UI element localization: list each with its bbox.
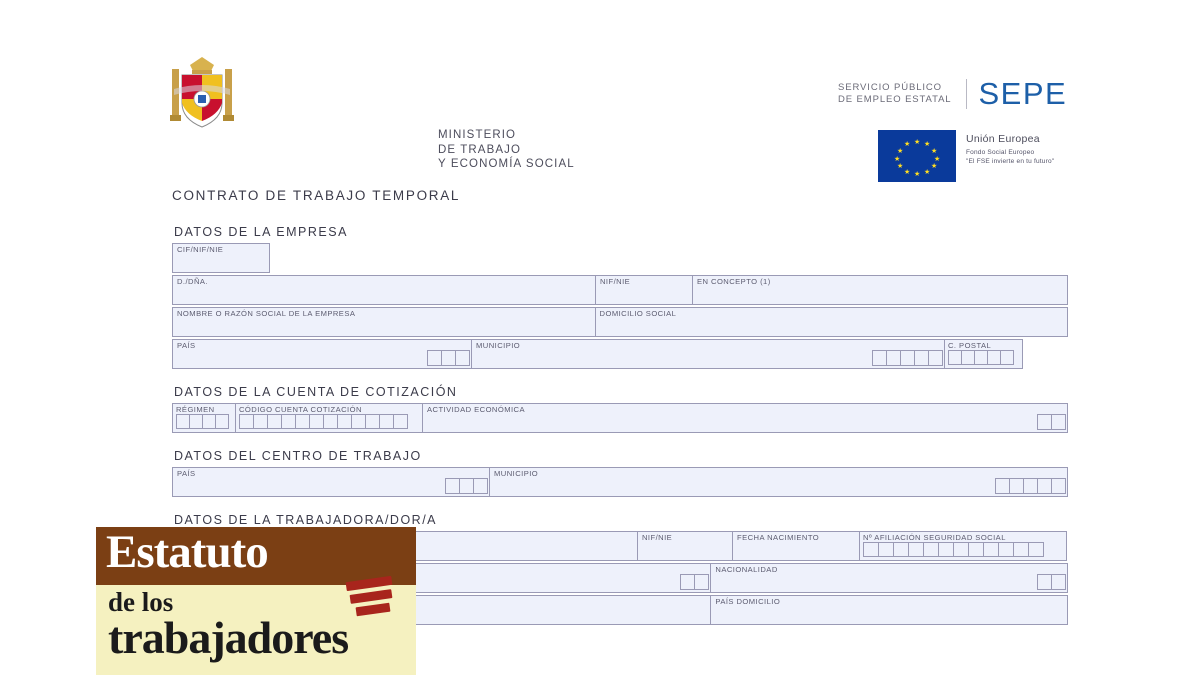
field-label: MUNICIPIO [476, 341, 521, 350]
char-cell[interactable] [1051, 414, 1066, 430]
field-municipio-centro[interactable] [489, 467, 1068, 497]
char-cell[interactable] [455, 350, 470, 366]
row-nombre-domicilio [172, 307, 1068, 337]
field-domicilio-social[interactable] [595, 307, 1068, 337]
cp-boxes[interactable] [948, 350, 1019, 365]
field-label: PAÍS [177, 469, 196, 478]
char-cell[interactable] [379, 414, 394, 429]
field-label: ACTIVIDAD ECONÓMICA [427, 405, 525, 414]
eu-line-3: "El FSE invierte en tu futuro" [966, 158, 1055, 165]
european-union-text [966, 130, 1054, 165]
pais-centro-code-boxes[interactable] [445, 478, 487, 494]
ministry-line-1: MINISTERIO [438, 129, 517, 141]
field-label: EN CONCEPTO (1) [697, 277, 771, 286]
section-title-trabajador: DATOS DE LA TRABAJADORA/DOR/A [174, 513, 438, 527]
field-codigo-cuenta-cotizacion[interactable] [235, 403, 423, 433]
spain-coat-of-arms-icon [170, 55, 234, 135]
field-label: NOMBRE O RAZÓN SOCIAL DE LA EMPRESA [177, 309, 356, 318]
field-label: C. POSTAL [948, 341, 992, 350]
char-cell[interactable] [309, 414, 324, 429]
afiliacion-boxes[interactable] [863, 542, 1063, 557]
field-label: NIF/NIE [600, 277, 631, 286]
char-cell[interactable] [441, 350, 456, 366]
char-cell[interactable] [445, 478, 460, 494]
row-dona [172, 275, 1068, 305]
char-cell[interactable] [694, 574, 709, 590]
field-label: CIF/NIF/NIE [177, 245, 224, 254]
char-cell[interactable] [1028, 542, 1044, 557]
book-title-line-1: Estatuto [106, 527, 268, 578]
ministry-line-3: Y ECONOMÍA SOCIAL [438, 158, 575, 170]
estatuto-trabajadores-book-overlay [96, 527, 416, 675]
char-cell[interactable] [863, 542, 879, 557]
field-nif-nie-trabajador[interactable] [637, 531, 733, 561]
char-cell[interactable] [948, 350, 962, 365]
book-title-line-3: trabajadores [108, 612, 349, 663]
field-label: NACIONALIDAD [715, 565, 778, 574]
char-cell[interactable] [1013, 542, 1029, 557]
document-header [170, 50, 1070, 178]
field-label: CÓDIGO CUENTA COTIZACIÓN [239, 405, 362, 414]
char-cell[interactable] [908, 542, 924, 557]
char-cell[interactable] [886, 350, 901, 366]
row-cif [172, 243, 1068, 273]
char-cell[interactable] [995, 478, 1010, 494]
european-union-flag-icon: ★ ★ ★ ★ ★ ★ ★ ★ ★ ★ ★ ★ [878, 130, 956, 182]
nacionalidad-code-boxes[interactable] [1037, 574, 1065, 590]
field-cif-nif-nie[interactable] [172, 243, 270, 273]
flames-icon [346, 579, 406, 621]
char-cell[interactable] [961, 350, 975, 365]
book-cover-top [96, 527, 416, 585]
char-cell[interactable] [872, 350, 887, 366]
sepe-logo-block [838, 76, 1067, 112]
field-nif-nie[interactable] [595, 275, 693, 305]
book-title-line-2: de los [108, 587, 174, 617]
char-cell[interactable] [427, 350, 442, 366]
char-cell[interactable] [215, 414, 229, 429]
field-nombre-razon-social[interactable] [172, 307, 596, 337]
char-cell[interactable] [1009, 478, 1024, 494]
char-cell[interactable] [267, 414, 282, 429]
row-cotizacion [172, 403, 1068, 433]
actividad-code-boxes[interactable] [1037, 414, 1065, 430]
section-title-empresa: DATOS DE LA EMPRESA [174, 225, 348, 239]
field-label: Nº AFILIACIÓN SEGURIDAD SOCIAL [863, 533, 1006, 542]
field-label: RÉGIMEN [176, 405, 215, 414]
char-cell[interactable] [176, 414, 190, 429]
field-label: PAÍS [177, 341, 196, 350]
char-cell[interactable] [987, 350, 1001, 365]
ministry-name [438, 128, 575, 172]
field-label: D./DÑA. [177, 277, 208, 286]
row-pais-municipio-cp [172, 339, 1068, 369]
field-actividad-economica[interactable] [422, 403, 1068, 433]
char-cell[interactable] [1000, 350, 1014, 365]
field-nacionalidad[interactable] [710, 563, 1068, 593]
field-dona[interactable] [172, 275, 596, 305]
char-cell[interactable] [365, 414, 380, 429]
char-cell[interactable] [337, 414, 352, 429]
char-cell[interactable] [239, 414, 254, 429]
char-cell[interactable] [968, 542, 984, 557]
ministry-line-2: DE TRABAJO [438, 143, 521, 156]
domicilio-code-boxes[interactable] [680, 574, 708, 590]
char-cell[interactable] [393, 414, 408, 429]
row-centro-trabajo [172, 467, 1068, 497]
char-cell[interactable] [974, 350, 988, 365]
cuenta-boxes[interactable] [239, 414, 419, 429]
field-afiliacion-seguridad-social[interactable] [859, 531, 1067, 561]
char-cell[interactable] [900, 350, 915, 366]
char-cell[interactable] [459, 478, 474, 494]
char-cell[interactable] [1037, 574, 1052, 590]
field-label: DOMICILIO SOCIAL [599, 309, 677, 318]
field-regimen[interactable] [172, 403, 236, 433]
char-cell[interactable] [878, 542, 894, 557]
municipio-code-boxes[interactable] [872, 350, 942, 366]
char-cell[interactable] [295, 414, 310, 429]
char-cell[interactable] [473, 478, 488, 494]
char-cell[interactable] [680, 574, 695, 590]
regimen-boxes[interactable] [176, 414, 232, 429]
eu-line-2: Fondo Social Europeo [966, 149, 1035, 156]
european-union-block [878, 130, 1054, 182]
char-cell[interactable] [893, 542, 909, 557]
char-cell[interactable] [914, 350, 929, 366]
sepe-line-2: DE EMPLEO ESTATAL [838, 94, 952, 105]
sepe-subtitle [838, 82, 952, 107]
field-fecha-nacimiento[interactable] [732, 531, 860, 561]
field-municipio-empresa[interactable] [471, 339, 945, 369]
char-cell[interactable] [1051, 478, 1066, 494]
sepe-line-1: SERVICIO PÚBLICO [838, 81, 942, 93]
char-cell[interactable] [983, 542, 999, 557]
field-pais-centro[interactable] [172, 467, 490, 497]
field-label: NIF/NIE [642, 533, 673, 542]
char-cell[interactable] [1037, 414, 1052, 430]
char-cell[interactable] [938, 542, 954, 557]
char-cell[interactable] [323, 414, 338, 429]
field-pais-domicilio[interactable] [710, 595, 1068, 625]
field-label: FECHA NACIMIENTO [737, 533, 820, 542]
char-cell[interactable] [1023, 478, 1038, 494]
sepe-wordmark: SEPE [978, 76, 1068, 111]
char-cell[interactable] [998, 542, 1014, 557]
char-cell[interactable] [923, 542, 939, 557]
char-cell[interactable] [928, 350, 943, 366]
char-cell[interactable] [281, 414, 296, 429]
char-cell[interactable] [202, 414, 216, 429]
char-cell[interactable] [1051, 574, 1066, 590]
char-cell[interactable] [253, 414, 268, 429]
char-cell[interactable] [351, 414, 366, 429]
char-cell[interactable] [1037, 478, 1052, 494]
section-title-cotizacion: DATOS DE LA CUENTA DE COTIZACIÓN [174, 385, 458, 399]
field-en-concepto[interactable] [692, 275, 1068, 305]
pais-code-boxes[interactable] [427, 350, 469, 366]
field-label: MUNICIPIO [494, 469, 539, 478]
divider [966, 79, 967, 109]
eu-line-1: Unión Europea [966, 133, 1040, 145]
page-title: CONTRATO DE TRABAJO TEMPORAL [172, 188, 461, 203]
section-title-centro-trabajo: DATOS DEL CENTRO DE TRABAJO [174, 449, 422, 463]
field-pais-empresa[interactable] [172, 339, 472, 369]
municipio-centro-code-boxes[interactable] [995, 478, 1065, 494]
field-codigo-postal[interactable] [944, 339, 1023, 369]
char-cell[interactable] [189, 414, 203, 429]
field-label: PAÍS DOMICILIO [715, 597, 781, 606]
char-cell[interactable] [953, 542, 969, 557]
